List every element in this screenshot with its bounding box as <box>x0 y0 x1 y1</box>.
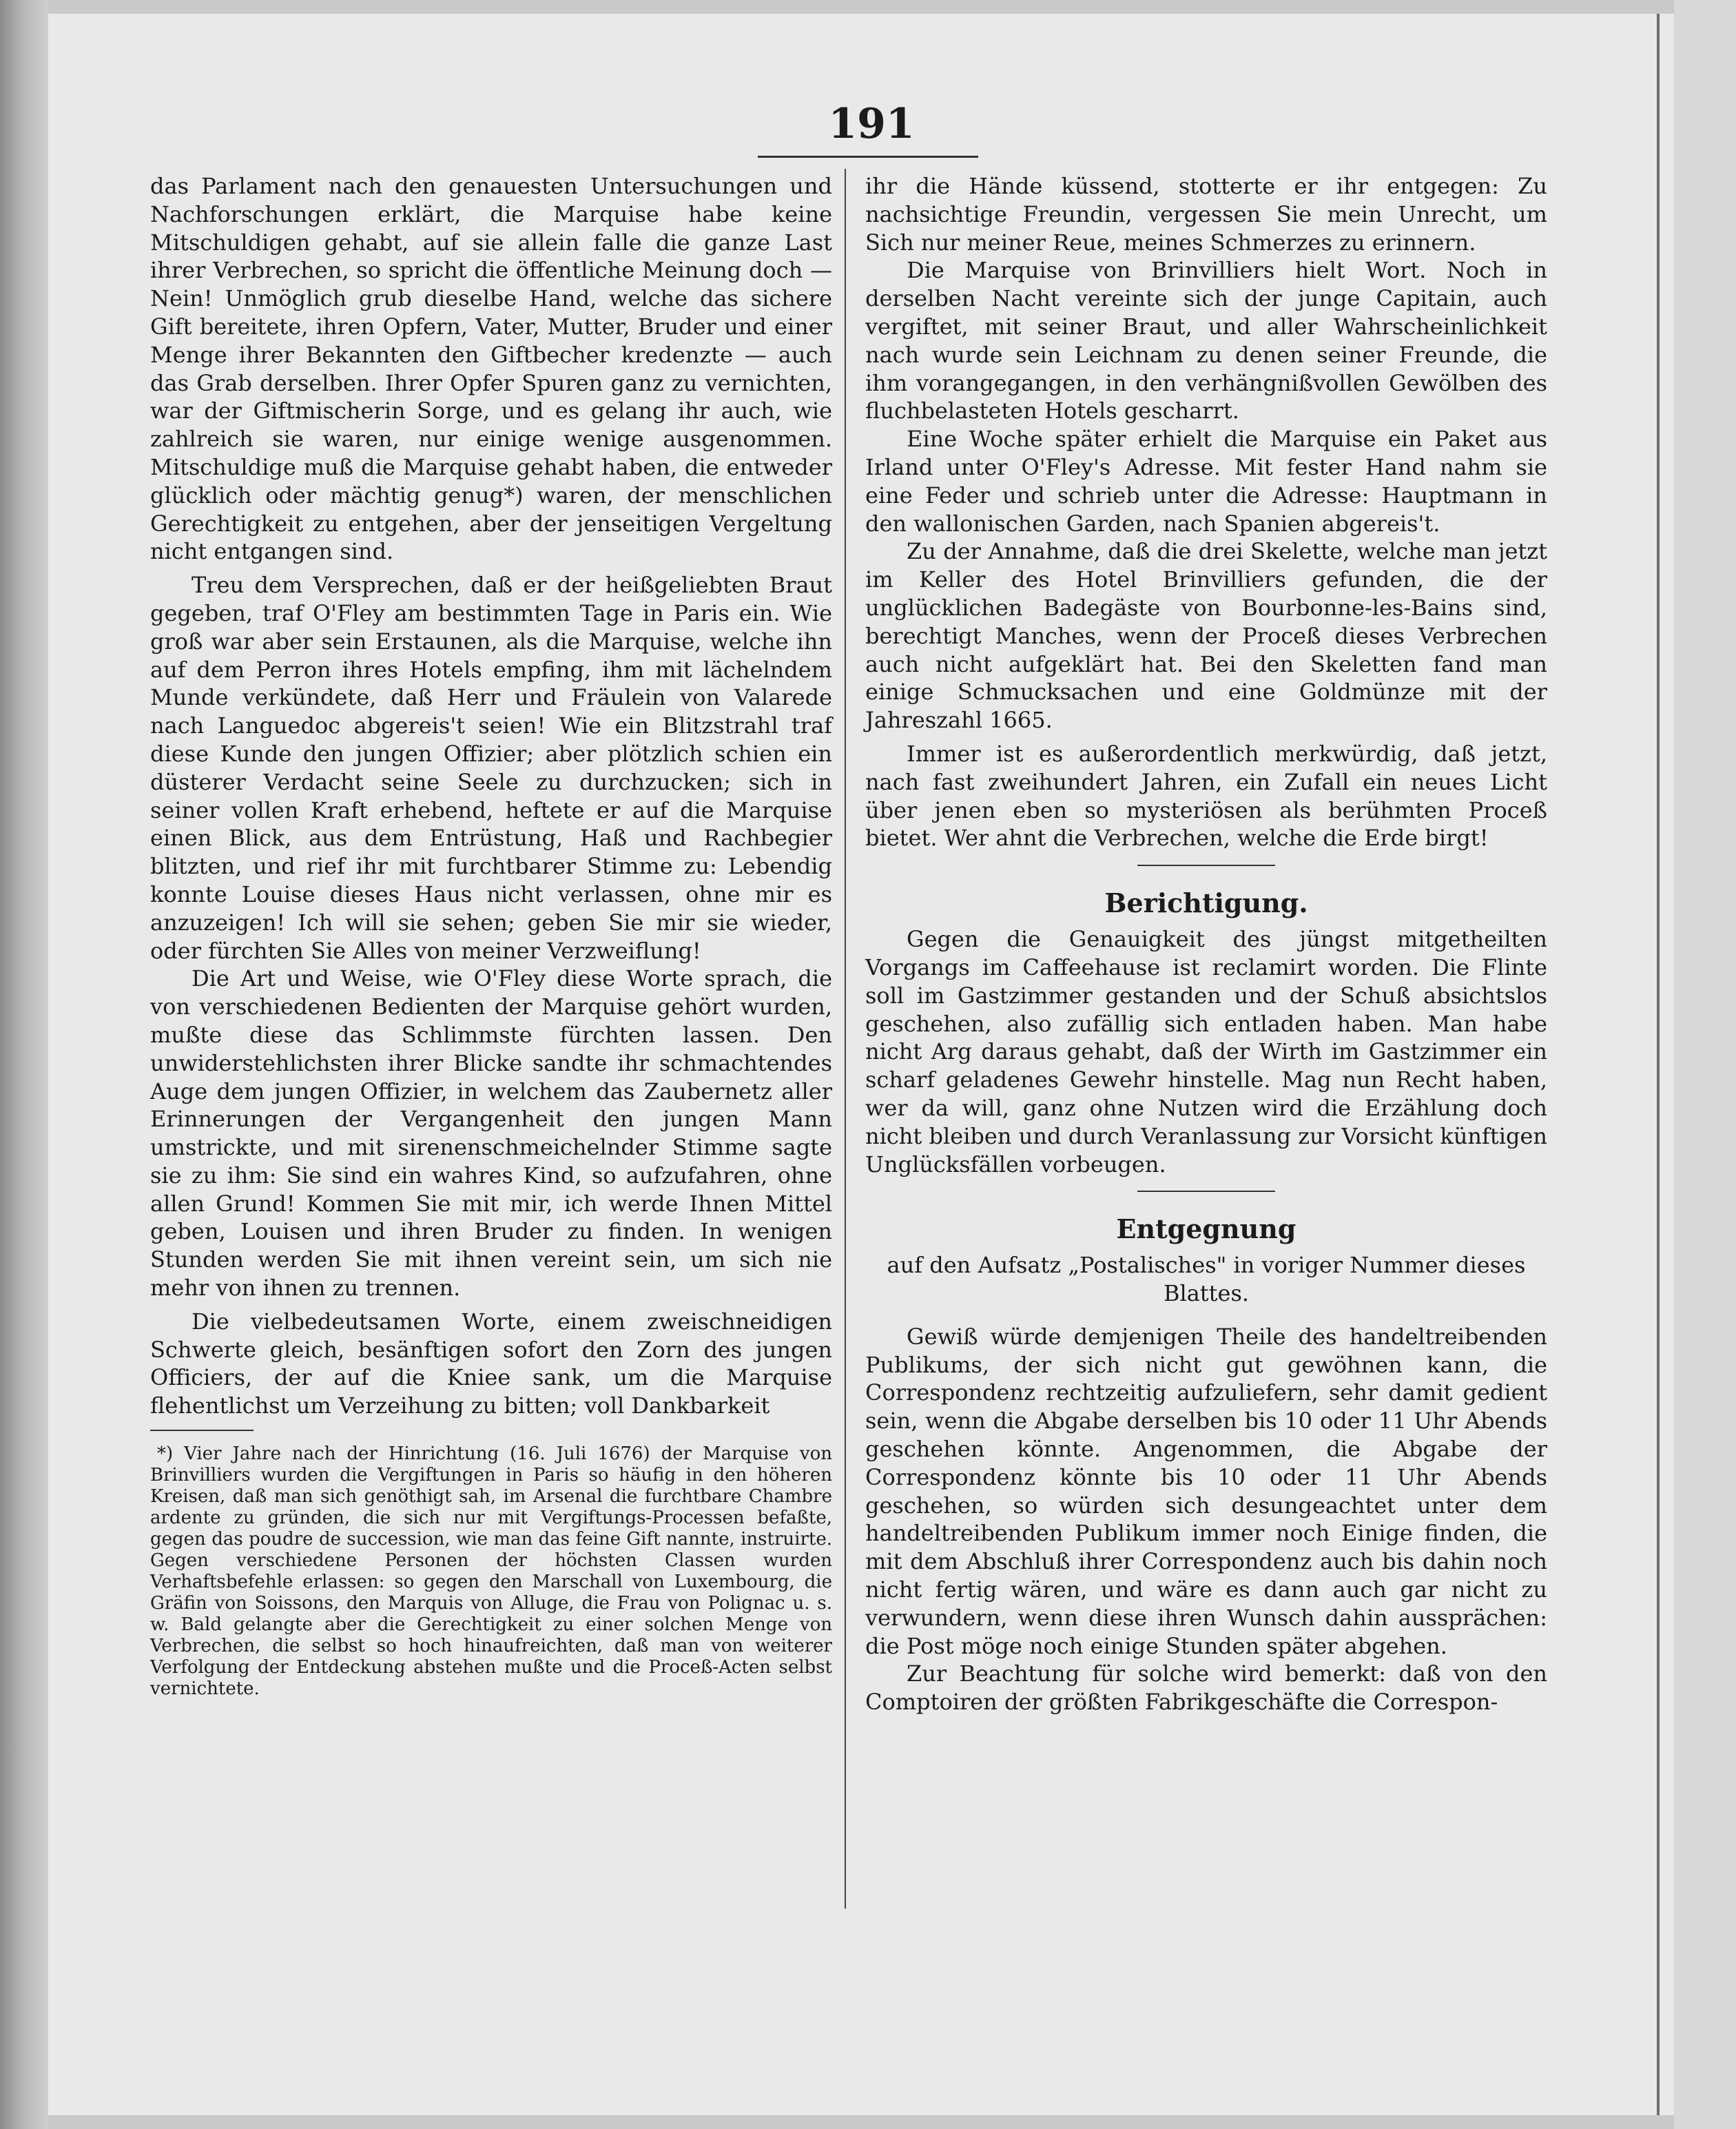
paragraph: Eine Woche später erhielt die Marquise ein Paket aus Irland unter O'Fley's Adresse. Mit fester Hand nahm sie eine Feder und schrieb unter die Adresse: Hauptmann in den wallonischen Garden, nach Spanien abgereis't. <box>865 426 1547 537</box>
berichtigung-text: Gegen die Genauigkeit des jüngst mitgetheilten Vorgangs im Caffeehause ist reclamirt worden. Die Flinte soll im Gastzimmer gestanden und der Schuß absichtslos geschehen, also zufällig sich entladen haben. Man habe nicht Arg daraus gehabt, daß der Wirth im Gastzimmer ein scharf geladenes Gewehr hinstelle. Mag nun Recht haben, wer da will, ganz ohne Nutzen wird die Erzählung doch nicht bleiben und durch Veranlassung zur Vorsicht künftigen Unglücksfällen vorbeugen. <box>865 926 1547 1177</box>
page-edge <box>1657 14 1660 2115</box>
paragraph: ihr die Hände küssend, stotterte er ihr entgegen: Zu nachsichtige Freundin, vergessen Sie mein Unrecht, um Sich nur meiner Reue, meines Schmerzes zu erinnern. <box>865 173 1547 256</box>
paragraph: Zu der Annahme, daß die drei Skelette, welche man jetzt im Keller des Hotel Brinvilliers gefunden, die der unglücklichen Badegäste von Bourbonne-les-Bains sind, berechtigt Manches, wenn der Proceß dieses Verbrechen auch nicht aufgeklärt hat. Bei den Skeletten fand man einige Schmucksachen und eine Goldmünze mit der Jahreszahl 1665. <box>865 538 1547 734</box>
book-binding <box>0 0 48 2129</box>
footnote-rule <box>150 1430 254 1431</box>
section-rule <box>1137 1191 1275 1192</box>
paragraph: Die vielbedeutsamen Worte, einem zweischneidigen Schwerte gleich, besänftigen sofort den Zorn des jungen Officiers, der auf die Kniee sank, um die Marquise flehentlichst um Verzeihung zu bitten; voll Dankbarkeit <box>150 1308 832 1419</box>
section-rule <box>1137 865 1275 866</box>
paragraph: das Parlament nach den genauesten Untersuchungen und Nachforschungen erklärt, die Marquise habe keine Mitschuldigen gehabt, auf sie allein falle die ganze Last ihrer Verbrechen, so spricht die öffentliche Meinung doch — Nein! Unmöglich grub dieselbe Hand, welche das sichere Gift bereitete, ihren Opfern, Vater, Mutter, Bruder und einer Menge ihrer Bekannten den Giftbecher kredenzte — auch das Grab derselben. Ihrer Opfer Spuren ganz zu vernichten, war der Giftmischerin Sorge, und es gelang ihr auch, wie zahlreich sie waren, nur einige wenige ausgenommen. Mitschuldige muß die Marquise gehabt haben, die entweder glücklich oder mächtig genug*) waren, der menschlichen Gerechtigkeit zu entgehen, aber der jenseitigen Vergeltung nicht entgangen sind. <box>150 173 832 565</box>
column-divider <box>845 169 846 1909</box>
header-rule <box>758 156 978 158</box>
section-title-berichtigung: Berichtigung. <box>1104 887 1308 919</box>
paragraph: Zur Beachtung für solche wird bemerkt: daß von den Comptoiren der größten Fabrikgeschäfte die Correspon- <box>865 1660 1547 1716</box>
section-subtitle: auf den Aufsatz „Postalisches" in voriger Nummer dieses Blattes. <box>887 1252 1526 1307</box>
paragraph: Die Marquise von Brinvilliers hielt Wort. Noch in derselben Nacht vereinte sich der junge Capitain, auch vergiftet, mit seiner Braut, und aller Wahrscheinlichkeit nach wurde sein Leichnam zu denen seiner Freunde, die ihm vorangegangen, in den verhängnißvollen Gewölben des fluchbelasteten Hotels gescharrt. <box>865 257 1547 424</box>
paragraph: Gewiß würde demjenigen Theile des handeltreibenden Publikums, der sich nicht gut gewöhnen kann, die Correspondenz rechtzeitig aufzuliefern, sehr damit gedient sein, wenn die Abgabe derselben bis 10 oder 11 Uhr Abends geschehen könnte. Angenommen, die Abgabe der Correspondenz könnte bis 10 oder 11 Uhr Abends geschehen, so würden sich desungeachtet unter dem handeltreibenden Publikum immer noch Einige finden, die mit dem Abschluß ihrer Correspondenz auch bis dahin noch nicht fertig wären, und wäre es dann auch gar nicht zu verwundern, wenn diese ihren Wunsch dahin aussprächen: die Post möge noch einige Stunden später abgehen. <box>865 1323 1547 1659</box>
paragraph: Treu dem Versprechen, daß er der heißgeliebten Braut gegeben, traf O'Fley am bestimmten Tage in Paris ein. Wie groß war aber sein Erstaunen, als die Marquise, welche ihn auf dem Perron ihres Hotels empfing, ihm mit lächelndem Munde verkündete, daß Herr und Fräulein von Valarede nach Languedoc abgereis't seien! Wie ein Blitzstrahl traf diese Kunde den jungen Offizier; aber plötzlich schien ein düsterer Verdacht seine Seele zu durchzucken; sich in seiner vollen Kraft erhebend, heftete er auf die Marquise einen Blick, aus dem Entrüstung, Haß und Rachbegier blitzten, und rief ihr mit furchtbarer Stimme zu: Lebendig konnte Louise dieses Haus nicht verlassen, ohne mir es anzuzeigen! Ich will sie sehen; geben Sie mir sie wieder, oder fürchten Sie Alles von meiner Verzweiflung! <box>150 572 832 964</box>
paragraph: Die Art und Weise, wie O'Fley diese Worte sprach, die von verschiedenen Bedienten der Marquise gehört wurden, mußte diese das Schlimmste fürchten lassen. Den unwiderstehlichsten ihrer Blicke sandte ihr schmachtendes Auge dem jungen Offizier, in welchem das Zaubernetz aller Erinnerungen der Vergangenheit den jungen Mann umstrickte, und mit sirenenschmeichelnder Stimme sagte sie zu ihm: Sie sind ein wahres Kind, so aufzufahren, ohne allen Grund! Kommen Sie mit mir, ich werde Ihnen Mittel geben, Louisen und ihren Bruder zu finden. In wenigen Stunden werden Sie mit ihnen vereint sein, um sich nie mehr von ihnen zu trennen. <box>150 965 832 1302</box>
scan-background <box>1674 0 1736 2129</box>
footnote: *) Vier Jahre nach der Hinrichtung (16. Juli 1676) der Marquise von Brinvilliers wurden die Vergiftungen in Paris so häufig in den höheren Kreisen, daß man sich genöthigt sah, im Arsenal die furchtbare Chambre ardente zu gründen, die sich nur mit Vergiftungs-Processen befaßte, gegen das poudre de succession, wie man das feine Gift nannte, instruirte. Gegen verschiedene Personen der höchsten Classen wurden Verhaftsbefehle erlassen: so gegen den Marschall von Luxembourg, die Gräfin von Soissons, den Marquis von Alluge, die Frau von Polignac u. s. w. Bald gelangte aber die Gerechtigkeit zu einer solchen Menge von Verbrechen, die selbst so hoch hinaufreichten, daß man von weiterer Verfolgung der Entdeckung abstehen mußte und die Proceß-Acten selbst vernichtete. <box>150 1443 832 1700</box>
right-column <box>865 172 1547 1716</box>
left-column <box>150 172 832 1700</box>
page-number: 191 <box>828 100 915 148</box>
paragraph: Immer ist es außerordentlich merkwürdig, daß jetzt, nach fast zweihundert Jahren, ein Zufall ein neues Licht über jenen eben so mysteriösen als berühmten Proceß bietet. Wer ahnt die Verbrechen, welche die Erde birgt! <box>865 740 1547 852</box>
section-title-entgegnung: Entgegnung <box>1116 1213 1296 1245</box>
